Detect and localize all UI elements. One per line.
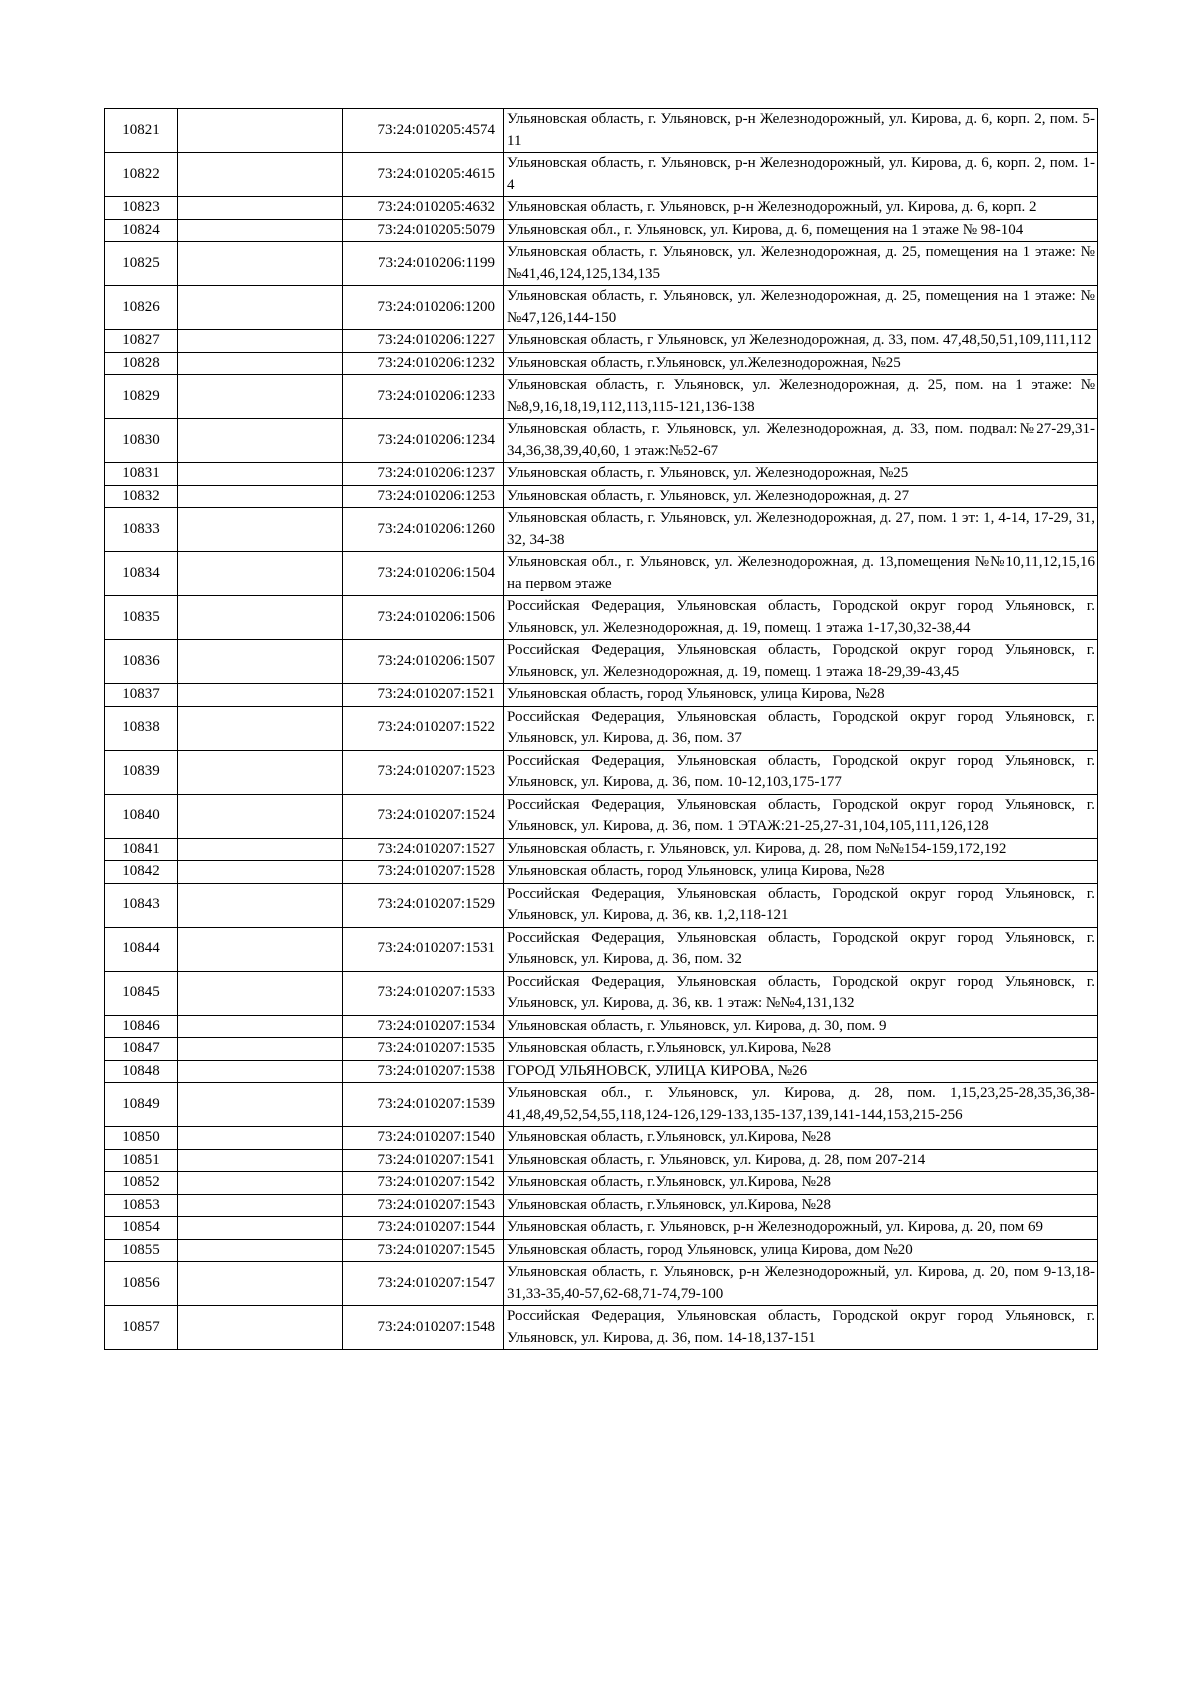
- cadastral-number-cell: 73:24:010207:1521: [343, 684, 504, 707]
- row-number-cell: 10856: [105, 1262, 178, 1306]
- address-cell: Российская Федерация, Ульяновская область, Городской округ город Ульяновск, г. Ульяновск, ул. Кирова, д. 36, пом. 14-18,137-151: [504, 1306, 1098, 1350]
- table-row: [105, 552, 1098, 596]
- row-number-cell: 10844: [105, 927, 178, 971]
- cadastral-number-cell: 73:24:010206:1237: [343, 463, 504, 486]
- table-row: [105, 1127, 1098, 1150]
- table-row: [105, 1217, 1098, 1240]
- empty-cell: [178, 109, 343, 153]
- cadastral-number-cell: 73:24:010207:1540: [343, 1127, 504, 1150]
- table-row: [105, 153, 1098, 197]
- table-row: [105, 1149, 1098, 1172]
- row-number-cell: 10843: [105, 883, 178, 927]
- table-row: [105, 706, 1098, 750]
- row-number-cell: 10832: [105, 485, 178, 508]
- empty-cell: [178, 684, 343, 707]
- cadastral-number-cell: 73:24:010206:1199: [343, 242, 504, 286]
- row-number-cell: 10839: [105, 750, 178, 794]
- row-number-cell: 10828: [105, 352, 178, 375]
- empty-cell: [178, 330, 343, 353]
- cadastral-number-cell: 73:24:010206:1506: [343, 596, 504, 640]
- table-row: [105, 286, 1098, 330]
- address-cell: Ульяновская область, город Ульяновск, улица Кирова, №28: [504, 684, 1098, 707]
- table-row: [105, 883, 1098, 927]
- address-cell: Ульяновская область, город Ульяновск, улица Кирова, дом №20: [504, 1239, 1098, 1262]
- address-cell: Ульяновская область, г. Ульяновск, ул. Кирова, д. 28, пом 207-214: [504, 1149, 1098, 1172]
- empty-cell: [178, 838, 343, 861]
- row-number-cell: 10853: [105, 1194, 178, 1217]
- address-cell: Ульяновская область, г. Ульяновск, ул. Кирова, д. 30, пом. 9: [504, 1015, 1098, 1038]
- address-cell: ГОРОД УЛЬЯНОВСК, УЛИЦА КИРОВА, №26: [504, 1060, 1098, 1083]
- address-cell: Российская Федерация, Ульяновская область, Городской округ город Ульяновск, г. Ульяновск, ул. Кирова, д. 36, пом. 1 ЭТАЖ:21-25,27-31,104,105,111,126,128: [504, 794, 1098, 838]
- table-row: [105, 352, 1098, 375]
- table-row: [105, 109, 1098, 153]
- table-row: [105, 1083, 1098, 1127]
- row-number-cell: 10840: [105, 794, 178, 838]
- row-number-cell: 10835: [105, 596, 178, 640]
- cadastral-number-cell: 73:24:010207:1534: [343, 1015, 504, 1038]
- table-row: [105, 684, 1098, 707]
- empty-cell: [178, 861, 343, 884]
- address-cell: Ульяновская область, г. Ульяновск, ул. Железнодорожная, д. 25, помещения на 1 этаже: №№41,46,124,125,134,135: [504, 242, 1098, 286]
- empty-cell: [178, 242, 343, 286]
- row-number-cell: 10838: [105, 706, 178, 750]
- cadastral-number-cell: 73:24:010207:1544: [343, 1217, 504, 1240]
- cadastral-number-cell: 73:24:010207:1533: [343, 971, 504, 1015]
- empty-cell: [178, 1194, 343, 1217]
- cadastral-number-cell: 73:24:010207:1548: [343, 1306, 504, 1350]
- table-row: [105, 750, 1098, 794]
- empty-cell: [178, 971, 343, 1015]
- empty-cell: [178, 1239, 343, 1262]
- table-row: [105, 375, 1098, 419]
- row-number-cell: 10830: [105, 419, 178, 463]
- address-cell: Ульяновская область, г. Ульяновск, ул. Железнодорожная, д. 27, пом. 1 эт: 1, 4-14, 17-29, 31, 32, 34-38: [504, 508, 1098, 552]
- address-cell: Ульяновская область, г.Ульяновск, ул.Кирова, №28: [504, 1172, 1098, 1195]
- empty-cell: [178, 1306, 343, 1350]
- table-row: [105, 596, 1098, 640]
- empty-cell: [178, 1127, 343, 1150]
- document-page: [104, 108, 1098, 1350]
- table-row: [105, 1015, 1098, 1038]
- empty-cell: [178, 883, 343, 927]
- address-cell: Ульяновская область, г. Ульяновск, ул. Железнодорожная, д. 27: [504, 485, 1098, 508]
- cadastral-number-cell: 73:24:010207:1542: [343, 1172, 504, 1195]
- address-cell: Ульяновская область, г.Ульяновск, ул.Кирова, №28: [504, 1127, 1098, 1150]
- property-table: [104, 108, 1098, 1350]
- address-cell: Ульяновская область, г. Ульяновск, ул. Железнодорожная, №25: [504, 463, 1098, 486]
- address-cell: Ульяновская область, г Ульяновск, ул Железнодорожная, д. 33, пом. 47,48,50,51,109,111,112: [504, 330, 1098, 353]
- address-cell: Российская Федерация, Ульяновская область, Городской округ город Ульяновск, г. Ульяновск, ул. Кирова, д. 36, пом. 32: [504, 927, 1098, 971]
- cadastral-number-cell: 73:24:010206:1234: [343, 419, 504, 463]
- address-cell: Ульяновская область, г.Ульяновск, ул.Железнодорожная, №25: [504, 352, 1098, 375]
- table-row: [105, 1038, 1098, 1061]
- row-number-cell: 10849: [105, 1083, 178, 1127]
- empty-cell: [178, 1262, 343, 1306]
- row-number-cell: 10857: [105, 1306, 178, 1350]
- table-row: [105, 640, 1098, 684]
- table-row: [105, 794, 1098, 838]
- row-number-cell: 10831: [105, 463, 178, 486]
- address-cell: Ульяновская область, город Ульяновск, улица Кирова, №28: [504, 861, 1098, 884]
- empty-cell: [178, 1083, 343, 1127]
- cadastral-number-cell: 73:24:010207:1523: [343, 750, 504, 794]
- empty-cell: [178, 286, 343, 330]
- empty-cell: [178, 352, 343, 375]
- row-number-cell: 10852: [105, 1172, 178, 1195]
- row-number-cell: 10846: [105, 1015, 178, 1038]
- row-number-cell: 10827: [105, 330, 178, 353]
- empty-cell: [178, 463, 343, 486]
- address-cell: Ульяновская область, г. Ульяновск, ул. Кирова, д. 28, пом №№154-159,172,192: [504, 838, 1098, 861]
- property-table-body: [105, 109, 1098, 1350]
- table-row: [105, 485, 1098, 508]
- row-number-cell: 10842: [105, 861, 178, 884]
- empty-cell: [178, 640, 343, 684]
- cadastral-number-cell: 73:24:010206:1260: [343, 508, 504, 552]
- cadastral-number-cell: 73:24:010207:1538: [343, 1060, 504, 1083]
- row-number-cell: 10841: [105, 838, 178, 861]
- table-row: [105, 330, 1098, 353]
- cadastral-number-cell: 73:24:010207:1524: [343, 794, 504, 838]
- empty-cell: [178, 219, 343, 242]
- table-row: [105, 242, 1098, 286]
- table-row: [105, 1306, 1098, 1350]
- address-cell: Ульяновская обл., г. Ульяновск, ул. Кирова, д. 6, помещения на 1 этаже № 98-104: [504, 219, 1098, 242]
- row-number-cell: 10855: [105, 1239, 178, 1262]
- table-row: [105, 838, 1098, 861]
- cadastral-number-cell: 73:24:010207:1543: [343, 1194, 504, 1217]
- cadastral-number-cell: 73:24:010206:1200: [343, 286, 504, 330]
- table-row: [105, 1172, 1098, 1195]
- cadastral-number-cell: 73:24:010206:1233: [343, 375, 504, 419]
- empty-cell: [178, 1060, 343, 1083]
- empty-cell: [178, 485, 343, 508]
- address-cell: Ульяновская область, г. Ульяновск, ул. Железнодорожная, д. 25, помещения на 1 этаже: №№47,126,144-150: [504, 286, 1098, 330]
- cadastral-number-cell: 73:24:010206:1232: [343, 352, 504, 375]
- address-cell: Ульяновская область, г. Ульяновск, р-н Железнодорожный, ул. Кирова, д. 20, пом 9-13,18-31,33-35,40-57,62-68,71-74,79-100: [504, 1262, 1098, 1306]
- cadastral-number-cell: 73:24:010207:1522: [343, 706, 504, 750]
- row-number-cell: 10821: [105, 109, 178, 153]
- row-number-cell: 10837: [105, 684, 178, 707]
- address-cell: Ульяновская область, г. Ульяновск, р-н Железнодорожный, ул. Кирова, д. 20, пом 69: [504, 1217, 1098, 1240]
- empty-cell: [178, 596, 343, 640]
- empty-cell: [178, 794, 343, 838]
- cadastral-number-cell: 73:24:010207:1535: [343, 1038, 504, 1061]
- row-number-cell: 10825: [105, 242, 178, 286]
- empty-cell: [178, 375, 343, 419]
- address-cell: Российская Федерация, Ульяновская область, Городской округ город Ульяновск, г. Ульяновск, ул. Кирова, д. 36, пом. 10-12,103,175-177: [504, 750, 1098, 794]
- address-cell: Ульяновская область, г. Ульяновск, ул. Железнодорожная, д. 25, пом. на 1 этаже: №№8,9,16,18,19,112,113,115-121,136-138: [504, 375, 1098, 419]
- row-number-cell: 10833: [105, 508, 178, 552]
- cadastral-number-cell: 73:24:010207:1545: [343, 1239, 504, 1262]
- table-row: [105, 463, 1098, 486]
- cadastral-number-cell: 73:24:010207:1547: [343, 1262, 504, 1306]
- cadastral-number-cell: 73:24:010207:1527: [343, 838, 504, 861]
- empty-cell: [178, 552, 343, 596]
- row-number-cell: 10851: [105, 1149, 178, 1172]
- row-number-cell: 10829: [105, 375, 178, 419]
- empty-cell: [178, 927, 343, 971]
- address-cell: Российская Федерация, Ульяновская область, Городской округ город Ульяновск, г. Ульяновск, ул. Железнодорожная, д. 19, помещ. 1 этажа 1-17,30,32-38,44: [504, 596, 1098, 640]
- address-cell: Российская Федерация, Ульяновская область, Городской округ город Ульяновск, г. Ульяновск, ул. Кирова, д. 36, кв. 1,2,118-121: [504, 883, 1098, 927]
- empty-cell: [178, 1015, 343, 1038]
- table-row: [105, 861, 1098, 884]
- table-row: [105, 197, 1098, 220]
- address-cell: Ульяновская область, г. Ульяновск, р-н Железнодорожный, ул. Кирова, д. 6, корп. 2, пом. 5-11: [504, 109, 1098, 153]
- cadastral-number-cell: 73:24:010205:5079: [343, 219, 504, 242]
- empty-cell: [178, 197, 343, 220]
- cadastral-number-cell: 73:24:010206:1253: [343, 485, 504, 508]
- table-row: [105, 1239, 1098, 1262]
- address-cell: Ульяновская обл., г. Ульяновск, ул. Кирова, д. 28, пом. 1,15,23,25-28,35,36,38-41,48,49,52,54,55,118,124-126,129-133,135-137,139,141-144,153,215-256: [504, 1083, 1098, 1127]
- table-row: [105, 1194, 1098, 1217]
- table-row: [105, 1060, 1098, 1083]
- table-row: [105, 219, 1098, 242]
- table-row: [105, 927, 1098, 971]
- empty-cell: [178, 706, 343, 750]
- row-number-cell: 10854: [105, 1217, 178, 1240]
- empty-cell: [178, 419, 343, 463]
- cadastral-number-cell: 73:24:010206:1227: [343, 330, 504, 353]
- cadastral-number-cell: 73:24:010205:4574: [343, 109, 504, 153]
- empty-cell: [178, 1217, 343, 1240]
- row-number-cell: 10847: [105, 1038, 178, 1061]
- table-row: [105, 1262, 1098, 1306]
- table-row: [105, 419, 1098, 463]
- row-number-cell: 10848: [105, 1060, 178, 1083]
- row-number-cell: 10826: [105, 286, 178, 330]
- empty-cell: [178, 1038, 343, 1061]
- empty-cell: [178, 153, 343, 197]
- address-cell: Ульяновская область, г. Ульяновск, р-н Железнодорожный, ул. Кирова, д. 6, корп. 2: [504, 197, 1098, 220]
- table-row: [105, 971, 1098, 1015]
- address-cell: Ульяновская область, г. Ульяновск, ул. Железнодорожная, д. 33, пом. подвал:№27-29,31-34,36,38,39,40,60, 1 этаж:№52-67: [504, 419, 1098, 463]
- address-cell: Российская Федерация, Ульяновская область, Городской округ город Ульяновск, г. Ульяновск, ул. Железнодорожная, д. 19, помещ. 1 этажа 18-29,39-43,45: [504, 640, 1098, 684]
- empty-cell: [178, 1172, 343, 1195]
- row-number-cell: 10845: [105, 971, 178, 1015]
- empty-cell: [178, 750, 343, 794]
- address-cell: Ульяновская область, г.Ульяновск, ул.Кирова, №28: [504, 1038, 1098, 1061]
- empty-cell: [178, 508, 343, 552]
- cadastral-number-cell: 73:24:010207:1531: [343, 927, 504, 971]
- address-cell: Российская Федерация, Ульяновская область, Городской округ город Ульяновск, г. Ульяновск, ул. Кирова, д. 36, кв. 1 этаж: №№4,131,132: [504, 971, 1098, 1015]
- row-number-cell: 10850: [105, 1127, 178, 1150]
- table-row: [105, 508, 1098, 552]
- row-number-cell: 10836: [105, 640, 178, 684]
- cadastral-number-cell: 73:24:010205:4632: [343, 197, 504, 220]
- cadastral-number-cell: 73:24:010207:1541: [343, 1149, 504, 1172]
- cadastral-number-cell: 73:24:010206:1504: [343, 552, 504, 596]
- address-cell: Ульяновская область, г. Ульяновск, р-н Железнодорожный, ул. Кирова, д. 6, корп. 2, пом. 1-4: [504, 153, 1098, 197]
- row-number-cell: 10834: [105, 552, 178, 596]
- address-cell: Ульяновская область, г.Ульяновск, ул.Кирова, №28: [504, 1194, 1098, 1217]
- cadastral-number-cell: 73:24:010207:1528: [343, 861, 504, 884]
- cadastral-number-cell: 73:24:010205:4615: [343, 153, 504, 197]
- row-number-cell: 10824: [105, 219, 178, 242]
- empty-cell: [178, 1149, 343, 1172]
- row-number-cell: 10822: [105, 153, 178, 197]
- cadastral-number-cell: 73:24:010207:1539: [343, 1083, 504, 1127]
- cadastral-number-cell: 73:24:010207:1529: [343, 883, 504, 927]
- row-number-cell: 10823: [105, 197, 178, 220]
- cadastral-number-cell: 73:24:010206:1507: [343, 640, 504, 684]
- address-cell: Российская Федерация, Ульяновская область, Городской округ город Ульяновск, г. Ульяновск, ул. Кирова, д. 36, пом. 37: [504, 706, 1098, 750]
- address-cell: Ульяновская обл., г. Ульяновск, ул. Железнодорожная, д. 13,помещения №№10,11,12,15,16 на первом этаже: [504, 552, 1098, 596]
